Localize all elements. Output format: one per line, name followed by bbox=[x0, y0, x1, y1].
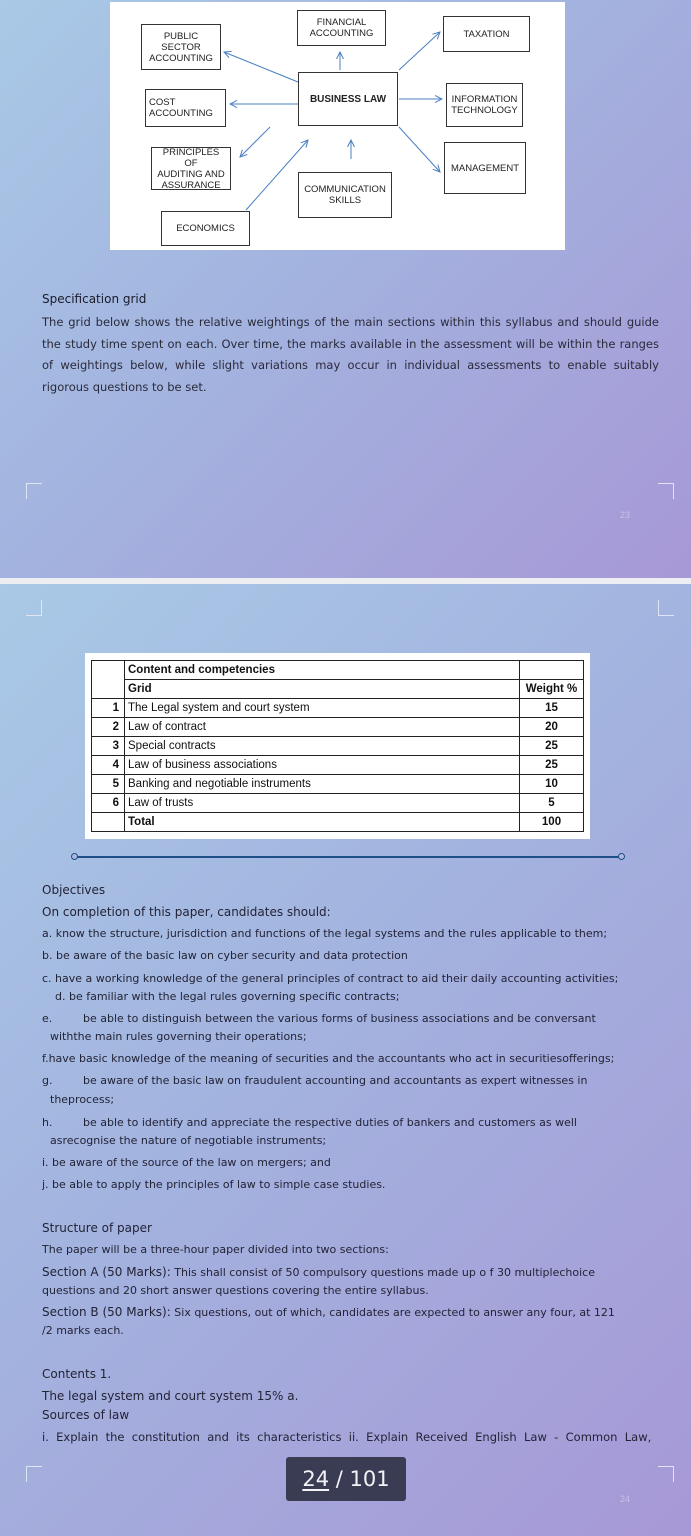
arrow-to-auditing bbox=[240, 127, 270, 157]
section-a-line-cont: questions and 20 short answer questions covering the entire syllabus. bbox=[42, 1284, 429, 1297]
page-indicator[interactable] bbox=[286, 1457, 406, 1501]
structure-heading: Structure of paper bbox=[42, 1221, 152, 1235]
table-row: 5 Banking and negotiable instruments 10 bbox=[92, 775, 584, 794]
weight-header: Weight % bbox=[520, 680, 584, 699]
box-taxation: TAXATION bbox=[443, 16, 530, 52]
objective-j: j. be able to apply the principles of law to simple case studies. bbox=[42, 1178, 386, 1191]
objective-i: i. be aware of the source of the law on mergers; and bbox=[42, 1156, 331, 1169]
contents-line-2: Sources of law bbox=[42, 1408, 130, 1422]
section-a-line: Section A (50 Marks): This shall consist of 50 compulsory questions made up o f 30 multiplechoice bbox=[42, 1265, 595, 1279]
table-total-row: Total 100 bbox=[92, 813, 584, 832]
page-separator-slash: / bbox=[329, 1467, 350, 1491]
box-management: MANAGEMENT bbox=[444, 142, 526, 194]
arrow-to-taxation bbox=[399, 32, 440, 70]
objective-g: g. be aware of the basic law on fraudulent accounting and accountants as expert witnesses in bbox=[42, 1074, 588, 1087]
contents-line-3: i. Explain the constitution and its characteristics ii. Explain Received English Law - Common Law, bbox=[42, 1430, 652, 1444]
section-b-line: Section B (50 Marks): Six questions, out of which, candidates are expected to answer any four, at 121 bbox=[42, 1305, 615, 1319]
objectives-heading: Objectives bbox=[42, 883, 106, 897]
divider-endpoint bbox=[618, 853, 625, 860]
box-economics: ECONOMICS bbox=[161, 211, 250, 246]
objective-a: a. know the structure, jurisdiction and functions of the legal systems and the rules applicable to them; bbox=[42, 927, 608, 940]
page-number: 23 bbox=[620, 510, 631, 520]
box-cost: COST ACCOUNTING bbox=[145, 89, 226, 127]
arrow-to-public-sector bbox=[224, 52, 298, 82]
table-row: 6 Law of trusts 5 bbox=[92, 794, 584, 813]
section-divider bbox=[74, 856, 622, 858]
objective-h-cont: asrecognise the nature of negotiable instruments; bbox=[50, 1134, 327, 1147]
spec-grid-paragraph: The grid below shows the relative weightings of the main sections within this syllabus and should guide the study time spent on each. Over time, the marks available in the assessment will be within the ranges of weightings below, while slight variations may occur in individual assessments to enable suitably rigorous questions to be set. bbox=[42, 315, 659, 394]
contents-heading: Contents 1. bbox=[42, 1367, 112, 1381]
table-header-row bbox=[92, 680, 584, 699]
objectives-intro: On completion of this paper, candidates should: bbox=[42, 905, 331, 919]
objective-b: b. be aware of the basic law on cyber security and data protection bbox=[42, 949, 408, 962]
table-row: 2 Law of contract 20 bbox=[92, 718, 584, 737]
table-row: 4 Law of business associations 25 bbox=[92, 756, 584, 775]
business-law-relationship-diagram bbox=[110, 2, 565, 250]
box-financial: FINANCIAL ACCOUNTING bbox=[297, 10, 386, 46]
section-b-line-cont: /2 marks each. bbox=[42, 1324, 124, 1337]
crop-mark bbox=[26, 483, 42, 499]
arrow-to-management bbox=[399, 127, 440, 172]
table-title: Content and competencies bbox=[125, 661, 520, 680]
divider-endpoint bbox=[71, 853, 78, 860]
total-pages: 101 bbox=[349, 1467, 390, 1491]
table-row: 1 The Legal system and court system 15 bbox=[92, 699, 584, 718]
document-page-23 bbox=[0, 0, 691, 578]
crop-mark bbox=[26, 1466, 42, 1482]
objective-f: f.have basic knowledge of the meaning of securities and the accountants who act in securitiesofferings; bbox=[42, 1052, 615, 1065]
box-communication: COMMUNICATION SKILLS bbox=[298, 172, 392, 218]
box-auditing: PRINCIPLES OF AUDITING AND ASSURANCE bbox=[151, 147, 231, 190]
grid-label: Grid bbox=[125, 680, 520, 699]
box-information-technology: INFORMATION TECHNOLOGY bbox=[446, 83, 523, 127]
box-public-sector: PUBLIC SECTOR ACCOUNTING bbox=[141, 24, 221, 70]
table-header-row bbox=[92, 661, 584, 680]
crop-mark bbox=[658, 1466, 674, 1482]
page-number: 24 bbox=[620, 1494, 631, 1504]
document-page-24 bbox=[0, 584, 691, 1536]
objective-g-cont: theprocess; bbox=[50, 1093, 115, 1106]
objective-h: h. be able to identify and appreciate the respective duties of bankers and customers as well bbox=[42, 1116, 577, 1129]
table-row: 3 Special contracts 25 bbox=[92, 737, 584, 756]
box-business-law: BUSINESS LAW bbox=[298, 72, 398, 126]
structure-intro: The paper will be a three-hour paper divided into two sections: bbox=[42, 1243, 389, 1256]
current-page[interactable]: 24 bbox=[302, 1467, 330, 1491]
weighting-table bbox=[91, 660, 584, 832]
objective-d: d. be familiar with the legal rules governing specific contracts; bbox=[55, 990, 400, 1003]
crop-mark bbox=[658, 483, 674, 499]
weighting-table-container bbox=[85, 653, 590, 839]
crop-mark bbox=[26, 600, 42, 616]
objective-e-cont: withthe main rules governing their operations; bbox=[50, 1030, 307, 1043]
crop-mark bbox=[658, 600, 674, 616]
objective-e: e. be able to distinguish between the various forms of business associations and be conversant bbox=[42, 1012, 596, 1025]
contents-line-1: The legal system and court system 15% a. bbox=[42, 1389, 299, 1403]
objective-c: c. have a working knowledge of the general principles of contract to aid their daily accounting activities; bbox=[42, 972, 619, 985]
spec-grid-heading: Specification grid bbox=[42, 292, 147, 306]
